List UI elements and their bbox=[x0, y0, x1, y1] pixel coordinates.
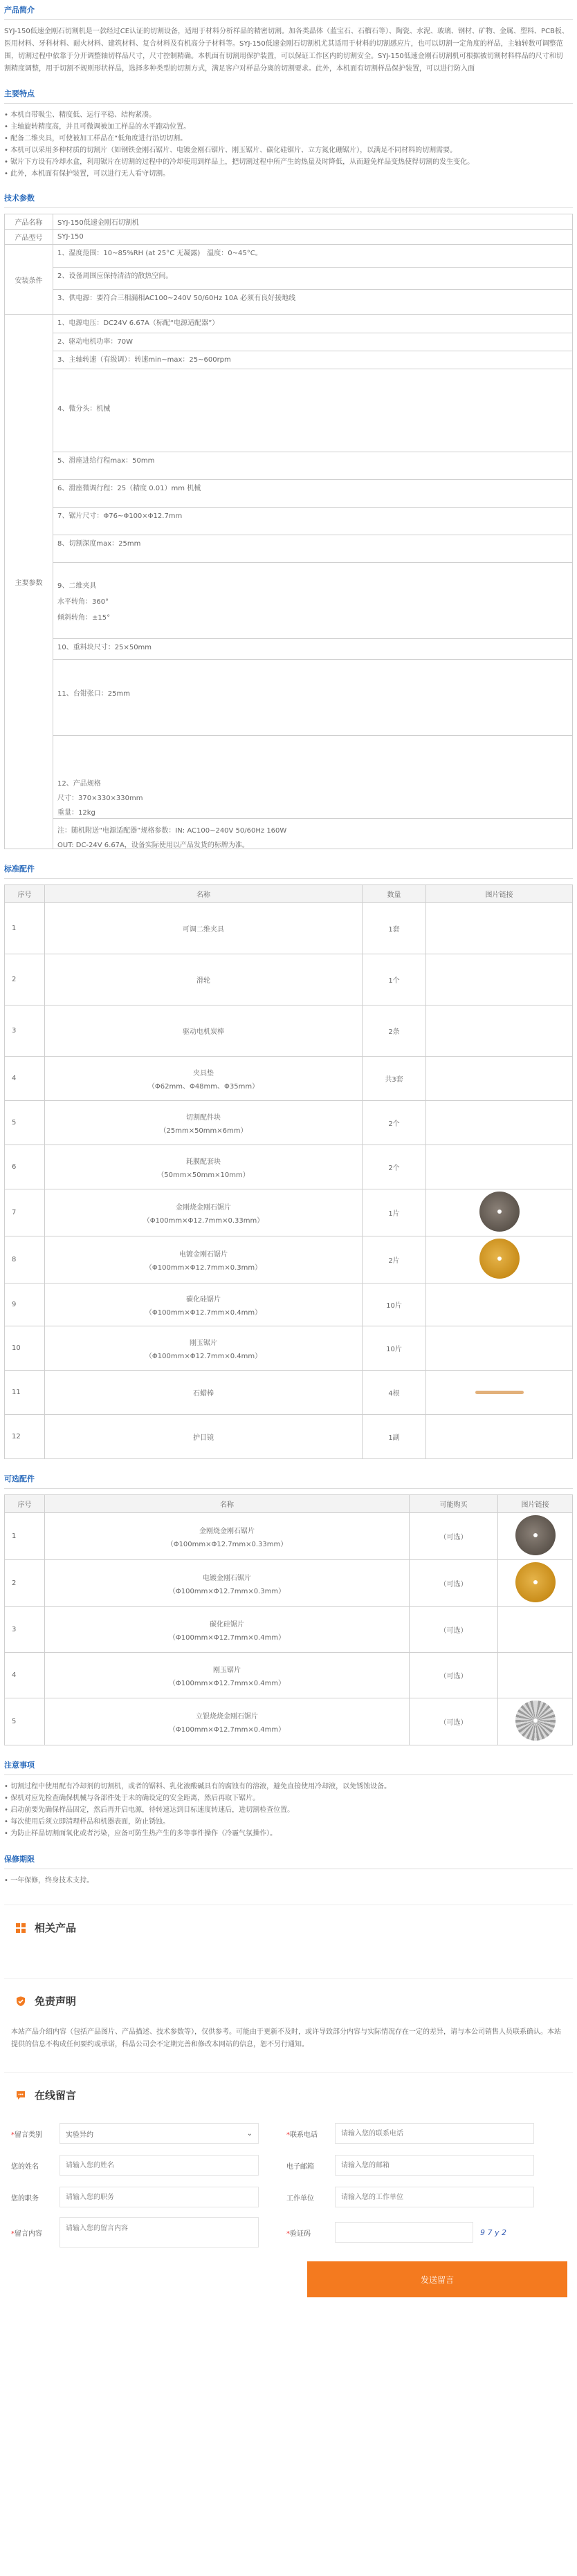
table-row bbox=[5, 1326, 573, 1371]
name-cell bbox=[45, 1415, 363, 1459]
quantity-cell: （可选） bbox=[410, 1607, 498, 1653]
table-row bbox=[5, 315, 573, 849]
message-card bbox=[4, 2072, 573, 2314]
disclaimer-text: 本站产品介绍内容（包括产品图片、产品描述、技术参数等），仅供参考。可能由于更新不及时，或许导致部分内容与实际情况存在一定的差异，请与本公司销售人员联系确认。本站提供的信息不构成任何要约或承诺，科晶公司会不定期完善和修改本网站的信息，恕不另行通知。 bbox=[11, 2028, 561, 2048]
item-spec: （Φ100mm×Φ12.7mm×0.4mm） bbox=[168, 1633, 286, 1642]
table-row bbox=[5, 1236, 573, 1284]
quantity-cell: （可选） bbox=[410, 1513, 498, 1560]
index-cell: 2 bbox=[5, 954, 45, 1006]
item-name: 驱动电机炭棒 bbox=[183, 1028, 224, 1036]
saw-blade-image bbox=[479, 1192, 520, 1232]
quantity-cell: 1片 bbox=[363, 1189, 426, 1236]
item-spec: （Φ100mm×Φ12.7mm×0.33mm） bbox=[143, 1216, 264, 1225]
optional-table bbox=[4, 1494, 573, 1745]
index-cell: 1 bbox=[5, 1513, 45, 1560]
quantity-cell: （可选） bbox=[410, 1560, 498, 1607]
table-row bbox=[5, 1057, 573, 1101]
quantity-cell: （可选） bbox=[410, 1698, 498, 1745]
item-spec: （Φ100mm×Φ12.7mm×0.33mm） bbox=[166, 1540, 288, 1548]
index-cell: 11 bbox=[5, 1371, 45, 1415]
field-label: *验证码 bbox=[286, 2230, 311, 2238]
index-cell: 12 bbox=[5, 1415, 45, 1459]
table-row bbox=[5, 1284, 573, 1326]
table-row bbox=[5, 1415, 573, 1459]
spec-label: 安装条件 bbox=[5, 245, 53, 315]
message-form bbox=[11, 2118, 566, 2314]
item-name: 滑轮 bbox=[196, 977, 210, 985]
image-cell bbox=[426, 1236, 573, 1284]
image-cell bbox=[426, 1101, 573, 1145]
features-list bbox=[4, 109, 573, 180]
contact-input[interactable] bbox=[335, 2123, 534, 2144]
item-name: 碳化硅锯片 bbox=[186, 1295, 221, 1304]
quantity-cell: 2个 bbox=[363, 1145, 426, 1189]
param-line: 倾斜转角：±15° bbox=[57, 614, 111, 622]
item-spec: （Φ100mm×Φ12.7mm×0.4mm） bbox=[168, 1679, 286, 1687]
image-cell bbox=[498, 1607, 573, 1653]
quantity-cell: 2个 bbox=[363, 1101, 426, 1145]
disclaimer-title: 免责声明 bbox=[35, 1995, 77, 2008]
index-cell: 2 bbox=[5, 1560, 45, 1607]
item-name: 切割配件块 bbox=[186, 1113, 221, 1122]
table-row bbox=[5, 1006, 573, 1057]
grid-icon bbox=[15, 1922, 26, 1934]
index-cell: 7 bbox=[5, 1189, 45, 1236]
param-note bbox=[53, 818, 572, 849]
index-cell: 6 bbox=[5, 1145, 45, 1189]
specs-table bbox=[4, 214, 573, 849]
saw-blade-image bbox=[479, 1239, 520, 1279]
email-input[interactable] bbox=[335, 2155, 534, 2176]
list-item: • 切割过程中使用配有冷却剂的切割机，或者的锯料、乳化液酸碱具有的腐蚀有的溶液，避免直接使用冷却液，以免锈蚀设备。 bbox=[4, 1781, 573, 1792]
name-cell bbox=[45, 954, 363, 1006]
form-row bbox=[11, 2181, 566, 2213]
disclaimer-header bbox=[4, 1979, 573, 2023]
table-header-row bbox=[5, 1495, 573, 1513]
name-cell bbox=[45, 1326, 363, 1371]
table-row bbox=[5, 230, 573, 245]
name-input[interactable] bbox=[59, 2155, 259, 2176]
divider bbox=[4, 1488, 573, 1489]
item-name: 立银烧烧金刚石锯片 bbox=[196, 1712, 258, 1721]
item-spec: （Φ100mm×Φ12.7mm×0.4mm） bbox=[145, 1308, 262, 1317]
quantity-cell: 4根 bbox=[363, 1371, 426, 1415]
item-name: 金刚烧金刚石锯片 bbox=[199, 1527, 255, 1535]
field-label: 您的职务 bbox=[11, 2194, 39, 2203]
table-row bbox=[5, 1189, 573, 1236]
standard-table bbox=[4, 884, 573, 1459]
quantity-cell: 1副 bbox=[363, 1415, 426, 1459]
standard-title: 标准配件 bbox=[4, 864, 35, 873]
param-line: 4、微分头：机械 bbox=[53, 369, 572, 452]
image-cell bbox=[426, 1284, 573, 1326]
item-name: 石蜡棒 bbox=[193, 1390, 214, 1398]
quantity-cell: 共3套 bbox=[363, 1057, 426, 1101]
col-header: 名称 bbox=[45, 1495, 410, 1513]
list-item: • 为防止样品切割面氧化或者污染，应备可防生热产生的多等事件操作（冷霾气氛操作）。 bbox=[4, 1828, 573, 1840]
image-cell bbox=[426, 1326, 573, 1371]
field-label: *联系电话 bbox=[286, 2131, 318, 2139]
quantity-cell: 1套 bbox=[363, 903, 426, 954]
list-item: • 启动前要先确保样品固定，然后再开启电源，待转速达到目标速度转速后，进切割检查位置。 bbox=[4, 1804, 573, 1816]
param-line: 尺寸：370×330×330mm bbox=[57, 795, 143, 802]
param-line: 9、二维夹具 bbox=[57, 582, 97, 590]
image-cell bbox=[426, 1371, 573, 1415]
table-row bbox=[5, 1145, 573, 1189]
divider bbox=[4, 207, 573, 208]
param-line: 6、滑座微调行程：25（精度 0.01）mm 机械 bbox=[53, 479, 572, 507]
related-header bbox=[4, 1905, 573, 1950]
table-header-row bbox=[5, 885, 573, 903]
table-row bbox=[5, 1560, 573, 1607]
col-header: 序号 bbox=[5, 885, 45, 903]
index-cell: 1 bbox=[5, 903, 45, 954]
col-header: 图片链接 bbox=[498, 1495, 573, 1513]
spec-value: SYJ-150低速金刚石切割机 bbox=[53, 214, 573, 230]
saw-blade-image bbox=[515, 1562, 556, 1602]
field-label: 工作单位 bbox=[286, 2194, 314, 2203]
message-header bbox=[4, 2073, 573, 2118]
item-name: 电镀金刚石锯片 bbox=[179, 1250, 228, 1259]
list-item: • 一年保修，终身技术支持。 bbox=[4, 1875, 573, 1887]
image-cell bbox=[498, 1653, 573, 1698]
quantity-cell: 10片 bbox=[363, 1326, 426, 1371]
param-line: 5、滑座进给行程max：50mm bbox=[53, 452, 572, 479]
table-row bbox=[5, 1653, 573, 1698]
name-cell bbox=[45, 1560, 410, 1607]
submit-button[interactable]: 发送留言 bbox=[307, 2261, 567, 2297]
quantity-cell: 1个 bbox=[363, 954, 426, 1006]
param-line: 10、重料块尺寸：25×50mm bbox=[53, 638, 572, 659]
note-line: OUT: DC-24V 6.67A，设备实际使用以产品发货的标牌为准。 bbox=[57, 842, 249, 849]
field-label: 您的姓名 bbox=[11, 2162, 39, 2171]
name-cell bbox=[45, 1057, 363, 1101]
chat-icon bbox=[15, 2090, 26, 2101]
image-cell bbox=[426, 1189, 573, 1236]
list-item: • 每次使用后须立即清理样品和机器表面，防止锈蚀。 bbox=[4, 1816, 573, 1828]
quantity-cell: 2条 bbox=[363, 1006, 426, 1057]
list-item: • 保机对应先检查确保机械与各部件处于未的确设定的安全距离，然后再取下锯片。 bbox=[4, 1792, 573, 1804]
spec-label: 产品名称 bbox=[5, 214, 53, 230]
name-cell bbox=[45, 1145, 363, 1189]
item-name: 耗膜配套块 bbox=[186, 1158, 221, 1166]
list-item: • 本机可以采用多种材质的切割片（如钢铁金刚石锯片、电镀金刚石锯片、刚玉锯片、碳化硅锯片、立方氮化硼锯片），以满足不同材料的切割需要。 bbox=[4, 145, 573, 156]
field-label: *留言类别 bbox=[11, 2131, 42, 2139]
divider bbox=[4, 878, 573, 879]
image-cell bbox=[426, 1057, 573, 1101]
table-row bbox=[5, 245, 573, 315]
features-title: 主要特点 bbox=[4, 89, 35, 98]
quantity-cell: 10片 bbox=[363, 1284, 426, 1326]
disclaimer-card bbox=[4, 1978, 573, 2054]
table-row bbox=[5, 903, 573, 954]
chevron-down-icon: ⌄ bbox=[246, 2129, 253, 2138]
image-cell bbox=[498, 1698, 573, 1745]
optional-title: 可选配件 bbox=[4, 1474, 35, 1483]
notes-title: 注意事项 bbox=[4, 1761, 35, 1770]
item-spec: （Φ100mm×Φ12.7mm×0.4mm） bbox=[145, 1352, 262, 1360]
index-cell: 9 bbox=[5, 1284, 45, 1326]
category-select[interactable]: 实验异约 ⌄ bbox=[59, 2123, 259, 2144]
divider bbox=[4, 103, 573, 104]
spec-value bbox=[53, 315, 573, 849]
note-line: 注：随机附送“电源适配器”规格参数：IN: AC100~240V 50/60Hz 160W bbox=[57, 827, 287, 835]
form-row bbox=[11, 2213, 566, 2252]
name-cell bbox=[45, 1284, 363, 1326]
name-cell bbox=[45, 1371, 363, 1415]
item-spec: （Φ100mm×Φ12.7mm×0.3mm） bbox=[145, 1263, 262, 1272]
table-row bbox=[5, 954, 573, 1006]
specs-title: 技术参数 bbox=[4, 194, 35, 203]
param-line: 7、锯片尺寸：Φ76~Φ100×Φ12.7mm bbox=[53, 507, 572, 535]
item-name: 金刚烧金刚石锯片 bbox=[176, 1203, 231, 1212]
param-line: 8、切割深度max：25mm bbox=[53, 535, 572, 562]
param-line: 1、电源电压：DC24V 6.67A（标配“电源适配器”） bbox=[57, 319, 219, 327]
item-name: 碳化硅锯片 bbox=[210, 1620, 244, 1629]
image-cell bbox=[498, 1513, 573, 1560]
param-line: 12、产品规格 bbox=[57, 780, 101, 788]
spec-label: 产品型号 bbox=[5, 230, 53, 245]
item-name: 夹具垫 bbox=[193, 1069, 214, 1077]
quantity-cell: 2片 bbox=[363, 1236, 426, 1284]
table-row bbox=[5, 1101, 573, 1145]
param-line: 水平转角：360° bbox=[57, 598, 109, 606]
table-row bbox=[5, 1371, 573, 1415]
item-name: 刚玉锯片 bbox=[190, 1339, 217, 1347]
name-cell bbox=[45, 1698, 410, 1745]
name-cell bbox=[45, 1101, 363, 1145]
index-cell: 8 bbox=[5, 1236, 45, 1284]
env-line: 1、湿度范围：10~85%RH (at 25°C 无凝露) 温度：0~45°C。 bbox=[57, 250, 262, 257]
index-cell: 10 bbox=[5, 1326, 45, 1371]
env-line: 2、设备周围应保持清洁的散热空间。 bbox=[53, 267, 572, 289]
list-item: • 此外，本机面有保护装置，可以进行无人看守切割。 bbox=[4, 168, 573, 180]
form-row bbox=[11, 2118, 566, 2149]
param-line: 2、驱动电机功率：70W bbox=[53, 333, 572, 351]
image-cell bbox=[426, 903, 573, 954]
service-title: 保修期限 bbox=[4, 1855, 35, 1864]
spec-value bbox=[53, 245, 573, 315]
related-card bbox=[4, 1905, 573, 1950]
item-spec: （Φ100mm×Φ12.7mm×0.4mm） bbox=[168, 1725, 286, 1734]
captcha-image[interactable]: 9 7 y 2 bbox=[480, 2227, 506, 2237]
name-cell bbox=[45, 903, 363, 954]
col-header: 图片链接 bbox=[426, 885, 573, 903]
index-cell: 3 bbox=[5, 1006, 45, 1057]
col-header: 数量 bbox=[363, 885, 426, 903]
item-name: 可调二维夹具 bbox=[183, 926, 224, 934]
param-group bbox=[53, 562, 572, 638]
index-cell: 4 bbox=[5, 1653, 45, 1698]
field-label: 电子邮箱 bbox=[286, 2162, 314, 2171]
item-name: 刚玉锯片 bbox=[213, 1666, 241, 1674]
item-name: 护目镜 bbox=[193, 1434, 214, 1442]
image-cell bbox=[426, 1145, 573, 1189]
image-cell bbox=[426, 1006, 573, 1057]
name-cell bbox=[45, 1653, 410, 1698]
service-list bbox=[4, 1875, 573, 1887]
param-group bbox=[53, 735, 572, 818]
index-cell: 4 bbox=[5, 1057, 45, 1101]
table-row bbox=[5, 1513, 573, 1560]
index-cell: 3 bbox=[5, 1607, 45, 1653]
env-line: 3、供电源：要符合三相漏相AC100~240V 50/60Hz 10A 必须有良好接地线 bbox=[53, 289, 572, 314]
spec-label: 主要参数 bbox=[5, 315, 53, 849]
wax-stick-image bbox=[475, 1391, 524, 1394]
table-row bbox=[5, 214, 573, 230]
item-spec: （Φ100mm×Φ12.7mm×0.3mm） bbox=[168, 1587, 286, 1595]
table-row bbox=[5, 1698, 573, 1745]
job-title-input[interactable] bbox=[59, 2187, 259, 2207]
param-line: 3、主轴转速（有级调）：转速min~max：25~600rpm bbox=[53, 351, 572, 369]
index-cell: 5 bbox=[5, 1101, 45, 1145]
saw-blade-image bbox=[515, 1701, 556, 1741]
index-cell: 5 bbox=[5, 1698, 45, 1745]
message-textarea[interactable] bbox=[59, 2217, 259, 2248]
param-line: 重量：12kg bbox=[57, 809, 95, 817]
spec-value: SYJ-150 bbox=[53, 230, 573, 245]
message-title: 在线留言 bbox=[35, 2089, 77, 2102]
image-cell bbox=[498, 1560, 573, 1607]
company-input[interactable] bbox=[335, 2187, 534, 2207]
item-spec: （50mm×50mm×10mm） bbox=[157, 1171, 250, 1179]
image-cell bbox=[426, 1415, 573, 1459]
col-header: 序号 bbox=[5, 1495, 45, 1513]
intro-title: 产品简介 bbox=[4, 6, 35, 15]
captcha-input[interactable] bbox=[335, 2222, 473, 2243]
param-line: 11、台钳张口：25mm bbox=[53, 659, 572, 735]
saw-blade-image bbox=[515, 1515, 556, 1555]
item-name: 电镀金刚石锯片 bbox=[203, 1574, 251, 1582]
intro-text: SYJ-150低速金刚石切割机是一款经过CE认证的切割设备，适用于材料分析样品的精密切割。加各类晶体（蓝宝石、石榴石等）、陶瓷、水泥、玻璃、钢材、矿物、金属、塑料、PCB板、医用材料、牙科材料、耐火材料、建筑材料、复合材料及有机高分子材料等。SYJ-150低速金刚石切割机尤其适用于材料的切割感应片，也可以切割一定角度的样品，主轴转数可调整范围，切割过程中依靠于分开调整轴切样品尺寸，尺寸控制精确。本机面有切割用保护装置，可以保证工作区内的切割安全。SYJ-150低速金刚石切割机可根据被切割材料样品的尺寸和切割精度调整，用于切割不规则形状样品，选择多种类型的切割方式，满足客户对样品分离的切割要求。此外，本机面有切割样品保护装置，可以进行防入面 bbox=[4, 28, 569, 73]
name-cell bbox=[45, 1513, 410, 1560]
list-item: • 主轴旋转精度高，并且可微调被加工样品的水平跑动位置。 bbox=[4, 121, 573, 133]
item-spec: （Φ62mm、Φ48mm、Φ35mm） bbox=[147, 1082, 259, 1091]
name-cell bbox=[45, 1006, 363, 1057]
item-spec: （25mm×50mm×6mm） bbox=[159, 1127, 248, 1135]
list-item: • 锯片下方设有冷却水盒，利用锯片在切割的过程中的冷却使用到样品上，把切割过程中所产生的热量及时降低，从而避免样品变热使得切割的发生变化。 bbox=[4, 156, 573, 168]
list-item: • 配备二维夹具，可使被加工样品在“低角度进行沿切切割。 bbox=[4, 133, 573, 145]
name-cell bbox=[45, 1189, 363, 1236]
divider bbox=[4, 19, 573, 20]
quantity-cell: （可选） bbox=[410, 1653, 498, 1698]
shield-icon bbox=[15, 1996, 26, 2007]
list-item: • 本机自带吸尘、精度低、运行平稳、结构紧凑。 bbox=[4, 109, 573, 121]
image-cell bbox=[426, 954, 573, 1006]
related-title: 相关产品 bbox=[35, 1922, 77, 1934]
name-cell bbox=[45, 1236, 363, 1284]
field-label: *留言内容 bbox=[11, 2230, 42, 2238]
col-header: 名称 bbox=[45, 885, 363, 903]
form-row bbox=[11, 2149, 566, 2181]
col-header: 可能购买 bbox=[410, 1495, 498, 1513]
name-cell bbox=[45, 1607, 410, 1653]
table-row bbox=[5, 1607, 573, 1653]
notes-list bbox=[4, 1781, 573, 1840]
